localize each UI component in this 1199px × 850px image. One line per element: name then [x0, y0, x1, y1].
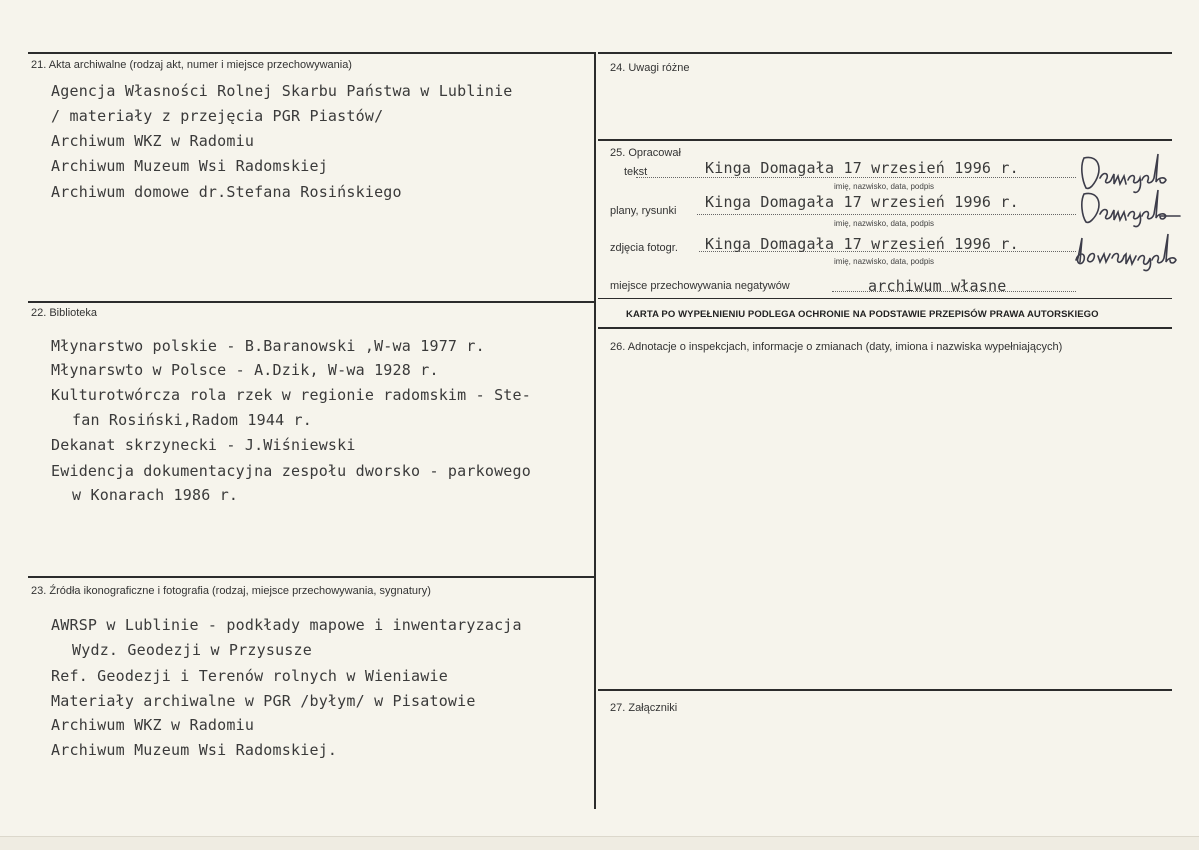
row-photos-hint: imię, nazwisko, data, podpis — [834, 257, 935, 266]
row-photos-value: Kinga Domagała 17 wrzesień 1996 r. — [705, 235, 1019, 253]
section-23-line: AWRSP w Lublinie - podkłady mapowe i inwentaryzacja — [51, 616, 522, 634]
section-23-line: Materiały archiwalne w PGR /byłym/ w Pisatowie — [51, 692, 476, 710]
copyright-note: KARTA PO WYPEŁNIENIU PODLEGA OCHRONIE NA PODSTAWIE PRZEPISÓW PRAWA AUTORSKIEGO — [626, 309, 1099, 320]
row-photos-label: zdjęcia fotogr. — [610, 242, 678, 254]
row-plans-label: plany, rysunki — [610, 205, 677, 217]
card-bottom-edge — [0, 836, 1199, 850]
divider-26-27 — [598, 689, 1172, 691]
divider-21-22 — [28, 301, 596, 303]
row-plans-dotline — [697, 214, 1076, 215]
section-23-line: Wydz. Geodezji w Przysusze — [72, 641, 312, 659]
section-21-label: 21. Akta archiwalne (rodzaj akt, numer i miejsce przechowywania) — [31, 59, 352, 71]
section-24-label: 24. Uwagi różne — [610, 62, 690, 74]
section-23-label: 23. Źródła ikonograficzne i fotografia (rodzaj, miejsce przechowywania, sygnatury) — [31, 585, 431, 597]
section-21-line: Archiwum WKZ w Radomiu — [51, 132, 255, 150]
section-23-line: Archiwum WKZ w Radomiu — [51, 716, 255, 734]
section-22-line: Młynarswto w Polsce - A.Dzik, W-wa 1928 r. — [51, 361, 439, 379]
section-26-label: 26. Adnotacje o inspekcjach, informacje o zmianach (daty, imiona i nazwiska wypełniających) — [610, 341, 1063, 353]
row-text-dotline — [636, 177, 1076, 178]
section-21-line: Agencja Własności Rolnej Skarbu Państwa w Lublinie — [51, 82, 513, 100]
row-text-hint: imię, nazwisko, data, podpis — [834, 182, 935, 191]
section-22-line: Kulturotwórcza rola rzek w regionie radomskim - Ste- — [51, 386, 531, 404]
divider-top-left — [28, 52, 596, 54]
divider-vertical — [594, 52, 596, 809]
section-21-line: Archiwum Muzeum Wsi Radomskiej — [51, 157, 328, 175]
negatives-value: archiwum własne — [868, 277, 1007, 295]
row-text-label: tekst — [624, 166, 648, 178]
section-21-line: Archiwum domowe dr.Stefana Rosińskiego — [51, 183, 402, 201]
section-23-line: Archiwum Muzeum Wsi Radomskiej. — [51, 741, 338, 759]
divider-top-right — [598, 52, 1172, 54]
divider-24-25 — [598, 139, 1172, 141]
signature-photos-row — [1066, 230, 1190, 274]
row-plans-value: Kinga Domagała 17 wrzesień 1996 r. — [705, 193, 1019, 211]
section-22-line: Ewidencja dokumentacyjna zespołu dworsko - parkowego — [51, 462, 531, 480]
section-25-label: 25. Opracował — [610, 147, 681, 159]
section-21-line: / materiały z przejęcia PGR Piastów/ — [51, 107, 384, 125]
section-22-line: w Konarach 1986 r. — [72, 486, 239, 504]
section-22-line: fan Rosiński,Radom 1944 r. — [72, 411, 312, 429]
divider-25-note — [598, 298, 1172, 299]
section-22-line: Młynarstwo polskie - B.Baranowski ,W-wa 1977 r. — [51, 337, 485, 355]
section-22-line: Dekanat skrzynecki - J.Wiśniewski — [51, 436, 356, 454]
row-plans-hint: imię, nazwisko, data, podpis — [834, 219, 935, 228]
section-22-label: 22. Biblioteka — [31, 307, 98, 319]
section-23-line: Ref. Geodezji i Terenów rolnych w Wieniawie — [51, 667, 448, 685]
negatives-label: miejsce przechowywania negatywów — [610, 280, 790, 292]
row-text-value: Kinga Domagała 17 wrzesień 1996 r. — [705, 159, 1019, 177]
divider-22-23 — [28, 576, 596, 578]
divider-note-26 — [598, 327, 1172, 329]
signature-plans-row — [1072, 186, 1192, 230]
section-27-label: 27. Załączniki — [610, 702, 678, 714]
